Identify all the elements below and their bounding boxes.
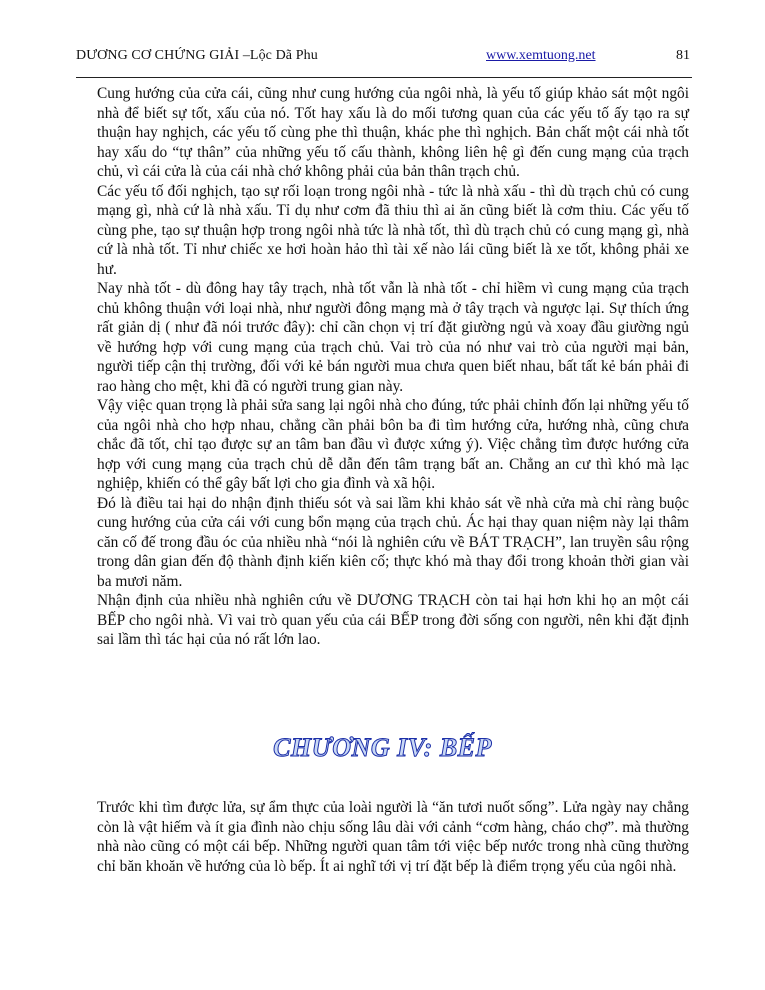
page-header	[76, 46, 692, 68]
paragraph: Nhận định của nhiều nhà nghiên cứu về DƯƠNG TRẠCH còn tai hại hơn khi họ an một cái BẾP cho ngôi nhà. Vì vai trò quan yếu của cái BẾP trong đời sống con người, nên khi đặt định sai lầm thì tác hại của nó rất lớn lao.	[97, 592, 689, 648]
website-link[interactable]: www.xemtuong.net	[486, 48, 596, 63]
chapter-body-text	[97, 798, 689, 876]
paragraph: Các yếu tố đối nghịch, tạo sự rối loạn trong ngôi nhà - tức là nhà xấu - thì dù trạch chủ có cung mạng gì, nhà cứ là nhà xấu. Tỉ dụ như cơm đã thiu thì ai ăn cũng biết là cơm thiu. Các yếu tố cùng phe, tạo sự thuận hợp trong ngôi nhà tức là nhà tốt, thì dù trạch chủ có cung mạng gì, nhà cứ là nhà tốt. Tỉ như chiếc xe hơi hoàn hảo thì tài xế nào lái cũng biết là xe tốt, không phải xe hư.	[97, 182, 689, 278]
paragraph: Đó là điều tai hại do nhận định thiếu sót và sai lầm khi khảo sát về nhà cửa mà chỉ ràng buộc cung hướng của cửa cái với cung bổn mạng của trạch chủ. Ác hại thay quan niệm này lại thâm căn cố đế trong đầu óc của nhiều nhà “nói là nghiên cứu về BÁT TRẠCH”, lan truyền sâu rộng trong dân gian đến độ thành định kiến kiên cố; thực khó mà thay đổi trong khoản thời gian vài ba mươi năm.	[97, 494, 689, 590]
paragraph: Trước khi tìm được lửa, sự ẩm thực của loài người là “ăn tươi nuốt sống”. Lửa ngày nay chẳng còn là vật hiếm và ít gia đình nào chịu sống lâu dài với cảnh “cơm hàng, cháo chợ”. mà thường nhà nào cũng có một cái bếp. Những người quan tâm tới việc bếp nước trong nhà cũng thường chỉ băn khoăn về hướng của lò bếp. Ít ai nghĩ tới vị trí đặt bếp là điểm trọng yếu của ngôi nhà.	[97, 799, 689, 875]
paragraph: Nay nhà tốt - dù đông hay tây trạch, nhà tốt vẫn là nhà tốt - chỉ hiềm vì cung mạng của trạch chủ không thuận với loại nhà, như người đông mạng mà ở tây trạch và ngược lại. Sự thích ứng rất giản dị ( như đã nói trước đây): chỉ cần chọn vị trí đặt giường ngủ và xoay đầu giường ngủ về hướng hợp với cung mạng của trạch chủ. Vai trò của nó như vai trò của người mại bản, người tiếp cận thị trường, đối với kẻ bán người mua chưa quen biết nhau, bất tất kẻ bán phải đi rao hàng cho mệt, khi đã có người trung gian này.	[97, 280, 689, 395]
header-divider	[76, 77, 692, 78]
book-title: DƯƠNG CƠ CHỨNG GIẢI –Lộc Dã Phu	[76, 48, 318, 63]
body-text	[97, 84, 689, 650]
paragraph: Vậy việc quan trọng là phải sửa sang lại ngôi nhà cho đúng, tức phải chỉnh đốn lại những yếu tố của ngôi nhà cho hợp nhau, chẳng cần phải bôn ba đi tìm hướng cửa, hướng nhà, cũng chưa chắc đã tốt, chỉ tạo được sự an tâm ban đầu vì được xứng ý). Việc chẳng tìm được hướng cửa hợp với cung mạng của trạch chủ dễ dẫn đến tâm trạng bất an. Chẳng an cư thì khó mà lạc nghiệp, khiến có thể gây bất lợi cho gia đình và xã hội.	[97, 397, 689, 492]
page-number: 81	[676, 48, 690, 63]
chapter-heading: CHƯƠNG IV: BẾP	[273, 733, 492, 762]
paragraph: Cung hướng của cửa cái, cũng như cung hướng của ngôi nhà, là yếu tố giúp khảo sát một ngôi nhà để biết sự tốt, xấu của nó. Tốt hay xấu là do mối tương quan của các yếu tố ấy tạo ra sự thuận hay nghịch, các yếu tố cùng phe thì thuận, khác phe thì nghịch. Bản chất một cái nhà tốt hay xấu do “tự thân” của những yếu tố cấu thành, không liên hệ gì đến cung mạng của trạch chủ, vì cái cửa là của cái nhà chớ không phải của bản thân trạch chủ.	[97, 85, 689, 180]
